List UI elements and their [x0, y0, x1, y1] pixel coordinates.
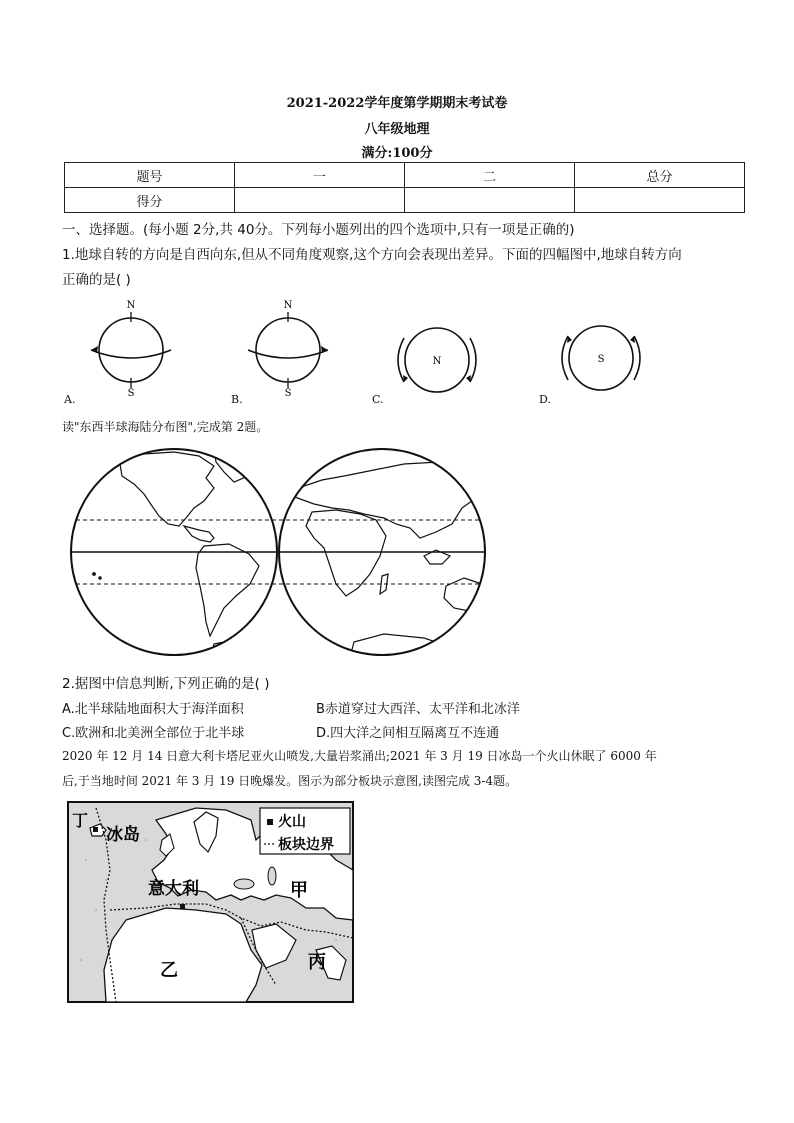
- north-pole-label: N: [126, 300, 136, 311]
- globe-diagram-b: [248, 300, 328, 399]
- north-pole-label: N: [283, 300, 293, 311]
- score-table: [64, 162, 745, 213]
- q1-option-b[interactable]: B.: [231, 393, 243, 406]
- legend-volcano-label: 火山: [278, 814, 306, 830]
- map-label-jia: 甲: [290, 880, 308, 901]
- exam-title: 2021-2022学年度第学期期末考试卷: [286, 96, 508, 111]
- table-row: [65, 188, 745, 213]
- map-label-ding: 丁: [72, 811, 89, 830]
- volcano-marker: [180, 904, 185, 909]
- plate-map: [66, 800, 356, 1005]
- map-label-yi: 乙: [160, 960, 178, 981]
- globe-diagram-c: [398, 328, 476, 392]
- legend-boundary-label: 板块边界: [278, 837, 334, 853]
- north-pole-label: N: [432, 356, 442, 367]
- exam-grade: 八年级地理: [364, 122, 430, 137]
- map-label-bing: 丙: [308, 952, 326, 973]
- table-header-cell: 一: [235, 163, 405, 188]
- q1-option-d[interactable]: D.: [539, 393, 551, 406]
- globe-diagram-d: [562, 326, 640, 390]
- table-row: [65, 163, 745, 188]
- passage-line2: 后,于当地时间 2021 年 3 月 19 日晚爆发。图示为部分板块示意图,读图完成 3-4题。: [62, 774, 518, 788]
- table-header-cell: 二: [405, 163, 575, 188]
- south-pole-label: S: [127, 388, 135, 399]
- q2-option-d[interactable]: D.四大洋之间相互隔离互不连通: [316, 726, 500, 741]
- q1-diagrams: [60, 292, 680, 407]
- q2-option-c[interactable]: C.欧洲和北美洲全部位于北半球: [62, 726, 245, 741]
- hemisphere-map: [64, 446, 494, 661]
- q1-option-c[interactable]: C.: [372, 393, 384, 406]
- globe-diagram-a: [91, 300, 171, 399]
- map-label-iceland: 冰岛: [106, 825, 140, 845]
- passage-line1: 2020 年 12 月 14 日意大利卡塔尼亚火山喷发,大量岩浆涌出;2021 年 3 月 19 日冰岛一个火山休眠了 6000 年: [62, 749, 657, 763]
- q1-stem-line2: 正确的是( ): [62, 272, 131, 288]
- volcano-marker: [93, 827, 98, 832]
- table-header-cell: 总分: [575, 163, 745, 188]
- q1-stem-line1: 1.地球自转的方向是自西向东,但从不同角度观察,这个方向会表现出差异。下面的四幅图中,地球自转方向: [62, 247, 682, 263]
- full-score: 满分:100分: [361, 146, 433, 161]
- south-pole-label: S: [597, 354, 605, 365]
- table-header-cell: 题号: [65, 163, 235, 188]
- map-intro: 读"东西半球海陆分布图",完成第 2题。: [62, 420, 269, 434]
- africa-land: [104, 908, 262, 1002]
- legend-volcano-symbol: [267, 819, 273, 825]
- south-pole-label: S: [284, 388, 292, 399]
- map-label-italy: 意大利: [148, 879, 199, 899]
- section-heading: 一、选择题。(每小题 2分,共 40分。下列每小题列出的四个选项中,只有一项是正确的): [62, 222, 575, 238]
- score-cell[interactable]: [235, 188, 405, 213]
- table-row-label: 得分: [65, 188, 235, 213]
- q2-option-a[interactable]: A.北半球陆地面积大于海洋面积: [62, 702, 244, 717]
- q1-option-a[interactable]: A.: [64, 393, 76, 406]
- eastern-hemisphere-land: [292, 462, 490, 661]
- q2-stem: 2.据图中信息判断,下列正确的是( ): [62, 676, 270, 692]
- score-cell[interactable]: [405, 188, 575, 213]
- score-cell[interactable]: [575, 188, 745, 213]
- q2-option-b[interactable]: B赤道穿过大西洋、太平洋和北冰洋: [316, 702, 520, 717]
